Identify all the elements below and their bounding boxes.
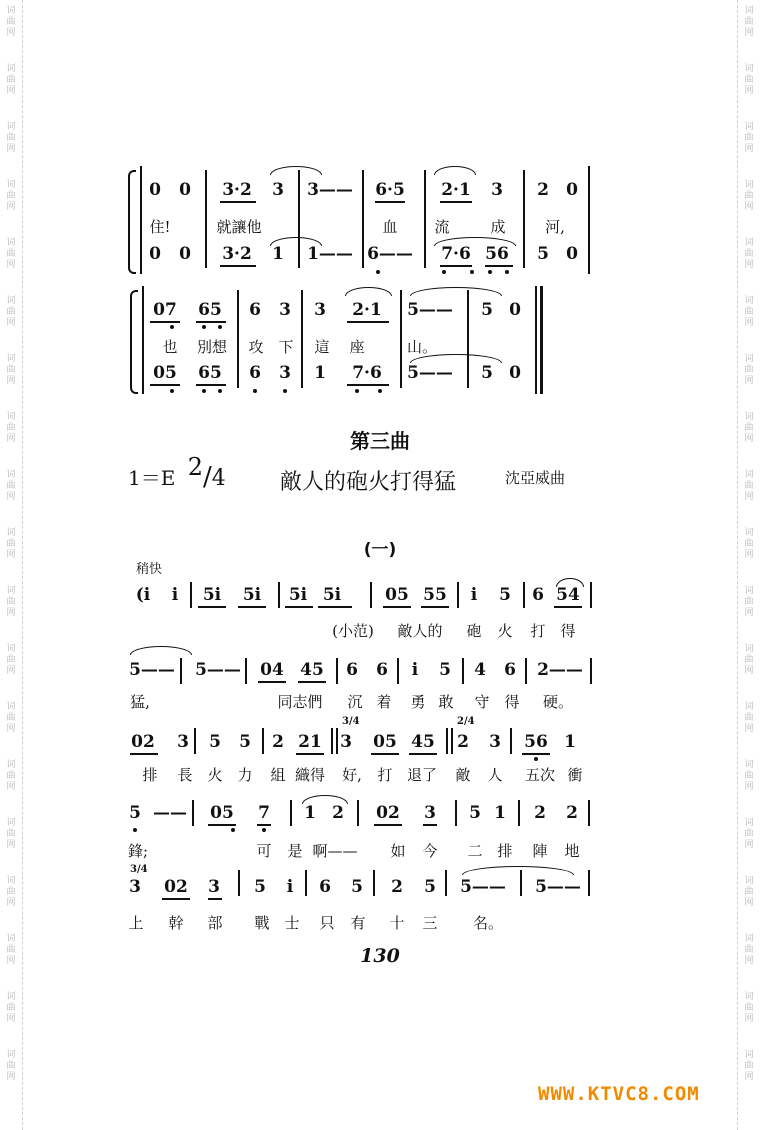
note: 5 — [424, 877, 436, 897]
note: 0 — [149, 180, 161, 200]
lyric: 座 — [349, 338, 365, 356]
underline — [423, 824, 437, 826]
note: 5 — [481, 300, 493, 320]
note: 3 — [177, 732, 189, 752]
note: 3 — [208, 877, 220, 897]
lyric: 可 — [256, 842, 272, 860]
watermark-glyphs: 词 曲 网 — [744, 470, 754, 502]
watermark-glyphs: 词 曲 网 — [744, 64, 754, 96]
lyrics-row — [0, 689, 760, 715]
octave-dot — [170, 389, 174, 393]
note: 5 — [439, 660, 451, 680]
lyric: 啊—— — [312, 842, 358, 860]
time-denominator: 4 — [211, 466, 226, 491]
lyric: 就讓他 — [216, 218, 262, 236]
note: 1—— — [307, 244, 353, 264]
lyric: 敵人的 — [397, 622, 443, 640]
note: 0 — [566, 244, 578, 264]
note: 0 — [509, 363, 521, 383]
lyric: 硬。 — [542, 693, 574, 711]
note: 3·2 — [222, 180, 252, 200]
lyric: 排 — [497, 842, 513, 860]
note: 02 — [376, 803, 400, 823]
note: 5 — [469, 803, 481, 823]
octave-dot — [470, 270, 474, 274]
lyric: 長 — [177, 766, 193, 784]
watermark-glyphs: 词 曲 网 — [744, 702, 754, 734]
lyric: 成 — [490, 218, 506, 236]
time-change: 2/4 — [457, 716, 475, 727]
note: 0 — [566, 180, 578, 200]
lyric: 猛, — [130, 693, 150, 711]
underline — [347, 384, 389, 386]
watermark-glyphs: 词 曲 网 — [6, 354, 16, 386]
lyric: 火 — [497, 622, 513, 640]
page-number: 130 — [360, 945, 400, 967]
octave-dot — [355, 389, 359, 393]
time-slash: / — [202, 462, 212, 492]
watermark-glyphs: 词 曲 网 — [6, 180, 16, 212]
note: 2·1 — [441, 180, 471, 200]
underline — [150, 384, 180, 386]
lyrics-row — [0, 838, 760, 864]
lyric: 下 — [278, 338, 294, 356]
note: 05 — [373, 732, 397, 752]
lyric: 好, — [342, 766, 362, 784]
note: 0 — [149, 244, 161, 264]
octave-dot — [253, 389, 257, 393]
watermark-glyphs: 词 曲 网 — [6, 470, 16, 502]
lyric: 地 — [564, 842, 580, 860]
note: 4 — [474, 660, 486, 680]
note: 5 — [129, 803, 141, 823]
note: 5 — [481, 363, 493, 383]
underline — [196, 384, 226, 386]
underline — [257, 824, 271, 826]
lyric: 流 — [434, 218, 450, 236]
octave-dot — [376, 270, 380, 274]
lyric: 着 — [376, 693, 392, 711]
note: 21 — [298, 732, 322, 752]
lyric: 力 — [237, 766, 253, 784]
note: 0 — [179, 244, 191, 264]
note: 6 — [249, 363, 261, 383]
note: 2 — [534, 803, 546, 823]
watermark-glyphs: 词 曲 网 — [6, 586, 16, 618]
octave-dot — [202, 325, 206, 329]
watermark-glyphs: 词 曲 网 — [744, 876, 754, 908]
note: 2 — [391, 877, 403, 897]
lyric: 這 — [314, 338, 330, 356]
watermark-glyphs: 词 曲 网 — [744, 528, 754, 560]
slur — [302, 795, 348, 804]
lyric: 部 — [207, 914, 223, 932]
lyric: (小范) — [332, 622, 374, 640]
note: 3 — [279, 300, 291, 320]
note: 5—— — [535, 877, 581, 897]
lyric: 有 — [350, 914, 366, 932]
octave-dot — [442, 270, 446, 274]
note: 2 — [537, 180, 549, 200]
note: 6 — [532, 585, 544, 605]
lyric: 人 — [487, 766, 503, 784]
underline — [150, 321, 180, 323]
watermark-glyphs: 词 曲 网 — [744, 934, 754, 966]
note: i — [171, 585, 179, 605]
lyric: 同志們 — [277, 693, 323, 711]
watermark-glyphs: 词 曲 网 — [6, 992, 16, 1024]
watermark-glyphs: 词 曲 网 — [744, 354, 754, 386]
voice-2-row — [0, 244, 760, 270]
octave-dot — [488, 270, 492, 274]
lyrics-row — [0, 334, 760, 360]
note: 2 — [566, 803, 578, 823]
time-change: 3/4 — [342, 716, 360, 727]
song-title: 敵人的砲火打得猛 — [280, 470, 457, 495]
watermark-glyphs: 词 曲 网 — [744, 6, 754, 38]
underline — [208, 824, 236, 826]
underline — [296, 753, 324, 755]
lyric: 火 — [207, 766, 223, 784]
underline — [522, 753, 550, 755]
lyric: 鋒; — [127, 842, 149, 860]
note: 3 — [272, 180, 284, 200]
watermark-glyphs: 词 曲 网 — [6, 6, 16, 38]
watermark-glyphs: 词 曲 网 — [744, 760, 754, 792]
octave-dot — [231, 828, 235, 832]
watermark-glyphs: 词 曲 网 — [744, 992, 754, 1024]
watermark-glyphs: 词 曲 网 — [6, 296, 16, 328]
underline — [196, 321, 226, 323]
note: 1 — [314, 363, 326, 383]
note: 2·1 — [352, 300, 382, 320]
underline — [409, 753, 437, 755]
lyric: 織得 — [294, 766, 326, 784]
lyric: 勇 — [410, 693, 426, 711]
lyric: 退了 — [406, 766, 438, 784]
lyrics-row — [0, 762, 760, 788]
notes-row — [0, 877, 760, 903]
lyrics-row — [0, 618, 760, 644]
note: 5 — [254, 877, 266, 897]
slur — [130, 646, 192, 655]
octave-dot — [283, 389, 287, 393]
lyric: 只 — [319, 914, 335, 932]
note: 0 — [179, 180, 191, 200]
lyric: 砲 — [466, 622, 482, 640]
watermark-glyphs: 词 曲 网 — [744, 238, 754, 270]
note: 45 — [411, 732, 435, 752]
note: 6·5 — [375, 180, 405, 200]
note: 5i — [322, 585, 342, 605]
lyric: 是 — [287, 842, 303, 860]
slur — [270, 166, 322, 175]
note: i — [470, 585, 478, 605]
site-watermark: WWW.KTVC8.COM — [538, 1083, 700, 1105]
watermark-glyphs: 词 曲 网 — [6, 934, 16, 966]
note: 5 — [239, 732, 251, 752]
underline — [383, 606, 411, 608]
note: 1 — [272, 244, 284, 264]
watermark-glyphs: 词 曲 网 — [6, 528, 16, 560]
note: 3 — [279, 363, 291, 383]
note: 5i — [202, 585, 222, 605]
underline — [130, 753, 158, 755]
note: 7·6 — [352, 363, 382, 383]
note: 6 — [319, 877, 331, 897]
lyrics-row — [0, 214, 760, 240]
watermark-glyphs: 词 曲 网 — [744, 586, 754, 618]
watermark-glyphs: 词 曲 网 — [744, 180, 754, 212]
underline — [318, 606, 352, 608]
note: 02 — [164, 877, 188, 897]
note: 5—— — [460, 877, 506, 897]
note: 2 — [457, 732, 469, 752]
song-number-title: 第三曲 — [350, 429, 410, 453]
lyric: 得 — [504, 693, 520, 711]
watermark-glyphs: 词 曲 网 — [744, 122, 754, 154]
note: —— — [153, 803, 187, 823]
note: i — [286, 877, 294, 897]
underline — [162, 898, 190, 900]
note: i — [411, 660, 419, 680]
note: 3 — [491, 180, 503, 200]
note: 1 — [494, 803, 506, 823]
note: 5i — [288, 585, 308, 605]
note: 54 — [556, 585, 580, 605]
lyric: 戰 — [254, 914, 270, 932]
underline — [371, 753, 399, 755]
note: 07 — [153, 300, 177, 320]
time-numerator: 2 — [187, 453, 203, 481]
section-label: (一) — [363, 540, 397, 560]
note: 05 — [385, 585, 409, 605]
watermark-glyphs: 词 曲 网 — [6, 702, 16, 734]
watermark-glyphs: 词 曲 网 — [6, 1050, 16, 1082]
lyric: 沉 — [347, 693, 363, 711]
slur — [410, 287, 502, 296]
octave-dot — [218, 389, 222, 393]
note: 56 — [485, 244, 509, 264]
note: 3 — [489, 732, 501, 752]
lyric: 打 — [530, 622, 546, 640]
note: 1 — [304, 803, 316, 823]
note: 3—— — [307, 180, 353, 200]
watermark-glyphs: 词 曲 网 — [744, 296, 754, 328]
watermark-glyphs: 词 曲 网 — [6, 122, 16, 154]
note: 3·2 — [222, 244, 252, 264]
note: 5—— — [129, 660, 175, 680]
slur — [556, 578, 584, 587]
note: 3 — [340, 732, 352, 752]
lyric: 得 — [560, 622, 576, 640]
lyric: 今 — [422, 842, 438, 860]
watermark-glyphs: 词 曲 网 — [6, 238, 16, 270]
note: 6 — [249, 300, 261, 320]
note: 3 — [314, 300, 326, 320]
note: 3 — [424, 803, 436, 823]
note: 56 — [524, 732, 548, 752]
lyric: 五次 — [524, 766, 556, 784]
note: 2 — [272, 732, 284, 752]
watermark-glyphs: 词 曲 网 — [744, 1050, 754, 1082]
note: 5i — [242, 585, 262, 605]
lyric: 二 — [467, 842, 483, 860]
note: 45 — [300, 660, 324, 680]
octave-dot — [378, 389, 382, 393]
notes-row — [0, 660, 760, 686]
underline — [238, 606, 266, 608]
underline — [374, 824, 402, 826]
lyric: 山。 — [406, 338, 438, 356]
lyric: 排 — [142, 766, 158, 784]
underline — [375, 201, 405, 203]
watermark-glyphs: 词 曲 网 — [6, 760, 16, 792]
underline — [285, 606, 313, 608]
note: 1 — [564, 732, 576, 752]
underline — [347, 321, 389, 323]
underline — [298, 681, 326, 683]
key-signature — [128, 453, 226, 492]
lyric: 士 — [284, 914, 300, 932]
note: 5—— — [195, 660, 241, 680]
note: 5 — [499, 585, 511, 605]
lyric: 攻 — [248, 338, 264, 356]
lyric: 陣 — [532, 842, 548, 860]
underline — [485, 265, 513, 267]
tempo-marking: 稍快 — [136, 562, 163, 577]
watermark-glyphs: 词 曲 网 — [744, 644, 754, 676]
underline — [554, 606, 582, 608]
underline — [208, 898, 222, 900]
slur — [462, 866, 574, 875]
note: 5 — [209, 732, 221, 752]
underline — [421, 606, 449, 608]
lyric: 十 — [389, 914, 405, 932]
note: 05 — [210, 803, 234, 823]
octave-dot — [170, 325, 174, 329]
slur — [345, 287, 392, 296]
note: 2—— — [537, 660, 583, 680]
watermark-glyphs: 词 曲 网 — [744, 818, 754, 850]
note: 6 — [376, 660, 388, 680]
note: 04 — [260, 660, 284, 680]
lyric: 住! — [149, 218, 171, 236]
lyric: 也 — [162, 338, 178, 356]
lyric: 如 — [390, 842, 406, 860]
note: 05 — [153, 363, 177, 383]
note: 5—— — [407, 363, 453, 383]
watermark-glyphs: 词 曲 网 — [6, 412, 16, 444]
note: 7·6 — [441, 244, 471, 264]
lyric: 名。 — [472, 914, 504, 932]
octave-dot — [133, 828, 137, 832]
underline — [440, 201, 472, 203]
watermark-glyphs: 词 曲 网 — [6, 644, 16, 676]
lyric: 三 — [422, 914, 438, 932]
lyric: 衝 — [567, 766, 583, 784]
key-label: 1＝E — [128, 466, 176, 490]
lyric: 組 — [270, 766, 286, 784]
underline — [198, 606, 226, 608]
watermark-glyphs: 词 曲 网 — [6, 818, 16, 850]
note: 3 — [129, 877, 141, 897]
watermark-glyphs: 词 曲 网 — [744, 412, 754, 444]
note: (i — [135, 585, 151, 605]
lyric: 河, — [545, 218, 565, 236]
note: 6 — [504, 660, 516, 680]
underline — [440, 265, 472, 267]
lyric: 上 — [128, 914, 144, 932]
underline — [220, 201, 256, 203]
octave-dot — [202, 389, 206, 393]
underline — [220, 265, 256, 267]
lyric: 血 — [382, 218, 398, 236]
lyric: 敢 — [438, 693, 454, 711]
note: 5—— — [407, 300, 453, 320]
watermark-glyphs: 词 曲 网 — [6, 64, 16, 96]
octave-dot — [534, 757, 538, 761]
time-change: 3/4 — [130, 864, 148, 875]
octave-dot — [262, 828, 266, 832]
composer: 沈亞威曲 — [505, 469, 566, 487]
octave-dot — [505, 270, 509, 274]
note: 6 — [346, 660, 358, 680]
note: 5 — [537, 244, 549, 264]
lyric: 幹 — [168, 914, 184, 932]
underline — [258, 681, 286, 683]
lyric: 打 — [377, 766, 393, 784]
slur — [434, 166, 476, 175]
note: 2 — [332, 803, 344, 823]
note: 65 — [198, 363, 222, 383]
octave-dot — [218, 325, 222, 329]
note: 02 — [131, 732, 155, 752]
note: 6—— — [367, 244, 413, 264]
note: 5 — [351, 877, 363, 897]
notes-row — [0, 585, 760, 611]
lyric: 敵 — [455, 766, 471, 784]
lyrics-row — [0, 910, 760, 936]
watermark-glyphs: 词 曲 网 — [6, 876, 16, 908]
note: 0 — [509, 300, 521, 320]
note: 55 — [423, 585, 447, 605]
note: 7 — [258, 803, 270, 823]
note: 65 — [198, 300, 222, 320]
lyric: 守 — [474, 693, 490, 711]
lyric: 別想 — [196, 338, 228, 356]
